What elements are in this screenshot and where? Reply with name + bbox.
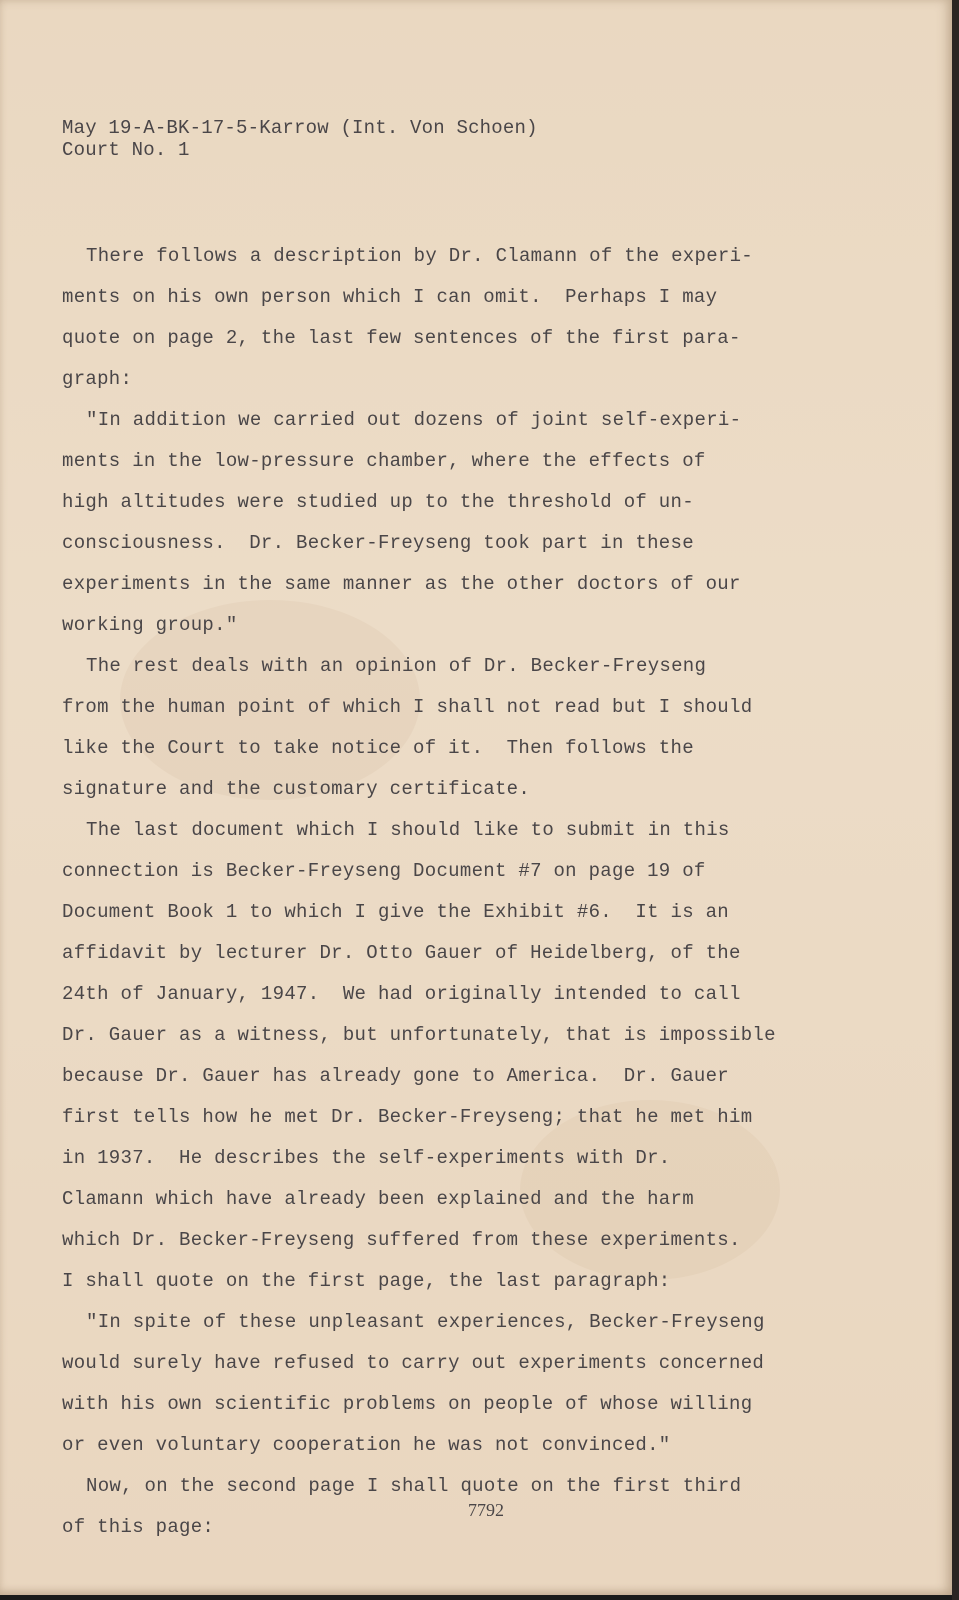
- transcript-line: 24th of January, 1947. We had originally intended to call: [62, 983, 741, 1005]
- transcript-line: signature and the customary certificate.: [62, 778, 531, 800]
- transcript-line: The last document which I should like to submit in this: [86, 819, 730, 841]
- transcript-line: which Dr. Becker-Freyseng suffered from these experiments.: [62, 1229, 741, 1251]
- transcript-line: "In spite of these unpleasant experiences, Becker-Freyseng: [86, 1311, 765, 1333]
- transcript-line: high altitudes were studied up to the threshold of un-: [62, 491, 694, 513]
- transcript-line: with his own scientific problems on people of whose willing: [62, 1393, 753, 1415]
- transcript-line: graph:: [62, 368, 133, 390]
- transcript-line: working group.": [62, 614, 238, 636]
- transcript-line: like the Court to take notice of it. Then follows the: [62, 737, 694, 759]
- transcript-line: ments in the low-pressure chamber, where the effects of: [62, 450, 706, 472]
- transcript-line: Clamann which have already been explained and the harm: [62, 1188, 694, 1210]
- transcript-line: consciousness. Dr. Becker-Freyseng took part in these: [62, 532, 694, 554]
- transcript-line: because Dr. Gauer has already gone to America. Dr. Gauer: [62, 1065, 730, 1087]
- transcript-line: Dr. Gauer as a witness, but unfortunately, that is impossible: [62, 1024, 776, 1046]
- transcript-line: I shall quote on the first page, the last paragraph:: [62, 1270, 671, 1292]
- transcript-line: in 1937. He describes the self-experiments with Dr.: [62, 1147, 671, 1169]
- transcript-line: first tells how he met Dr. Becker-Freyseng; that he met him: [62, 1106, 753, 1128]
- transcript-line: connection is Becker-Freyseng Document #7 on page 19 of: [62, 860, 706, 882]
- transcript-line: of this page:: [62, 1516, 215, 1538]
- page-edge: [952, 0, 959, 1600]
- transcript-line: The rest deals with an opinion of Dr. Becker-Freyseng: [86, 655, 707, 677]
- transcript-line: There follows a description by Dr. Clamann of the experi-: [86, 245, 754, 267]
- transcript-line: from the human point of which I shall not read but I should: [62, 696, 753, 718]
- header-line-2: Court No. 1: [62, 139, 190, 161]
- transcript-line: quote on page 2, the last few sentences of the first para-: [62, 327, 741, 349]
- transcript-line: affidavit by lecturer Dr. Otto Gauer of Heidelberg, of the: [62, 942, 741, 964]
- transcript-line: "In addition we carried out dozens of joint self-experi-: [86, 409, 742, 431]
- transcript-line: Now, on the second page I shall quote on the first third: [86, 1475, 742, 1497]
- transcript-line: experiments in the same manner as the other doctors of our: [62, 573, 741, 595]
- header-line-1: May 19-A-BK-17-5-Karrow (Int. Von Schoen): [62, 117, 538, 139]
- transcript-line: or even voluntary cooperation he was not convinced.": [62, 1434, 671, 1456]
- transcript-line: would surely have refused to carry out experiments concerned: [62, 1352, 765, 1374]
- transcript-body: [62, 236, 882, 1548]
- page-number: 7792: [468, 1500, 504, 1520]
- transcript-line: ments on his own person which I can omit. Perhaps I may: [62, 286, 718, 308]
- transcript-line: Document Book 1 to which I give the Exhibit #6. It is an: [62, 901, 730, 923]
- document-header: [62, 117, 538, 161]
